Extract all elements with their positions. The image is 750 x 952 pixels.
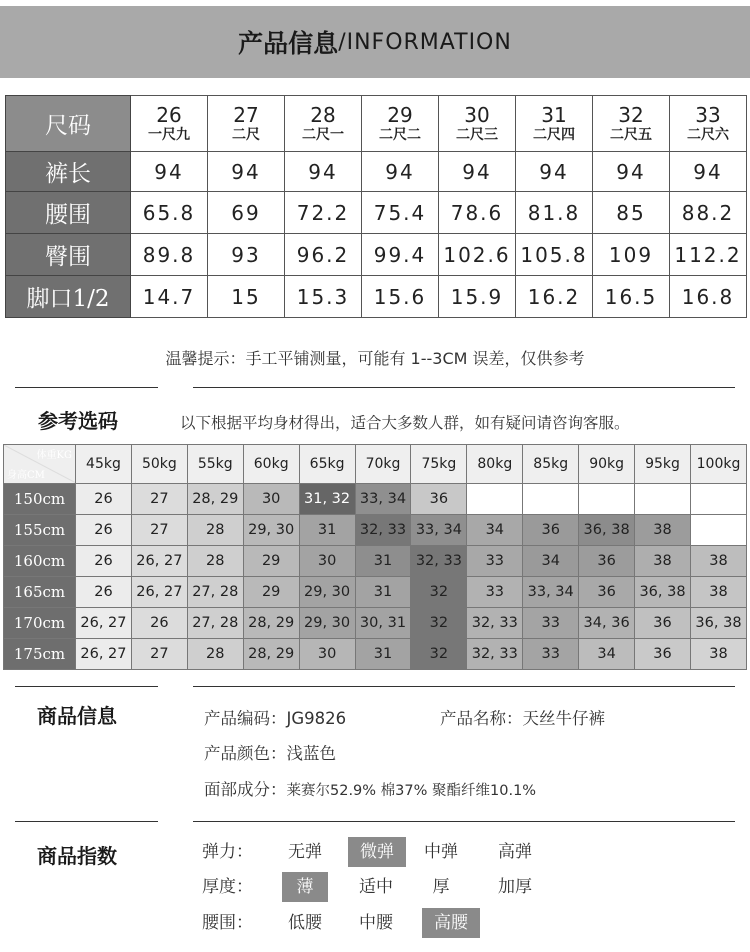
size-header-cell — [670, 96, 747, 152]
recommended-size-cell: 31 — [355, 639, 411, 670]
product-color — [204, 740, 336, 764]
recommended-size-cell: 29, 30 — [299, 577, 355, 608]
divider — [193, 821, 735, 822]
recommended-size-cell — [635, 484, 691, 515]
recommended-size-cell: 33 — [467, 546, 523, 577]
product-name-label: 产品名称： — [440, 709, 523, 728]
product-code-label: 产品编码： — [204, 709, 287, 728]
recommended-size-cell — [467, 484, 523, 515]
size-cell: 94 — [439, 152, 516, 192]
recommended-size-cell: 28 — [187, 515, 243, 546]
size-cell: 65.8 — [131, 192, 208, 234]
recommended-size-cell: 26, 27 — [131, 577, 187, 608]
size-cell: 14.7 — [131, 276, 208, 318]
recommended-size-cell: 34, 36 — [579, 608, 635, 639]
weight-header-cell: 80kg — [467, 445, 523, 484]
product-fabric — [204, 776, 536, 800]
size-header-cell — [439, 96, 516, 152]
recommended-size-cell: 36 — [579, 546, 635, 577]
product-fabric-label: 面部成分： — [204, 780, 287, 799]
divider — [193, 686, 735, 687]
recommended-size-cell: 30, 31 — [355, 608, 411, 639]
recommended-size-cell: 32 — [411, 639, 467, 670]
recommended-size-cell: 36, 38 — [635, 577, 691, 608]
recommended-size-cell: 27, 28 — [187, 577, 243, 608]
size-header-cell — [285, 96, 362, 152]
recommended-size-cell: 36 — [635, 639, 691, 670]
size-header-row — [6, 96, 747, 152]
size-number: 30 — [464, 102, 490, 127]
height-label: 160cm — [4, 546, 76, 577]
index-option: 加厚 — [498, 877, 532, 897]
weight-header-cell: 55kg — [187, 445, 243, 484]
recommended-size-cell: 36, 38 — [579, 515, 635, 546]
index-option: 厚 — [432, 877, 450, 897]
size-header-cell — [362, 96, 439, 152]
size-cell: 112.2 — [670, 234, 747, 276]
weight-header-cell: 100kg — [690, 445, 746, 484]
size-table — [5, 95, 747, 318]
recommended-size-cell: 28, 29 — [243, 639, 299, 670]
size-cell: 89.8 — [131, 234, 208, 276]
recommended-size-cell: 26, 27 — [76, 608, 132, 639]
recommended-size-cell: 38 — [690, 577, 746, 608]
recommended-size-cell: 26 — [76, 577, 132, 608]
size-cell: 81.8 — [516, 192, 593, 234]
size-cell: 15 — [208, 276, 285, 318]
product-name-value: 天丝牛仔裤 — [522, 709, 605, 728]
reference-size-table — [3, 444, 747, 670]
divider — [15, 387, 158, 388]
size-chinese: 二尺一 — [302, 126, 344, 143]
size-chinese: 一尺九 — [148, 126, 190, 143]
size-cell: 94 — [516, 152, 593, 192]
recommended-size-cell: 33 — [523, 608, 579, 639]
size-cell: 16.5 — [593, 276, 670, 318]
header-title-cn: 产品信息 — [238, 29, 339, 58]
corner-height-label: 身高CM — [7, 470, 45, 481]
size-number: 27 — [233, 102, 259, 127]
product-color-label: 产品颜色： — [204, 744, 287, 763]
recommended-size-cell: 38 — [690, 639, 746, 670]
product-index-title: 商品指数 — [37, 844, 117, 868]
size-chinese: 二尺五 — [610, 126, 652, 143]
size-cell: 94 — [362, 152, 439, 192]
size-header-label: 尺码 — [6, 96, 131, 152]
recommended-size-cell: 34 — [579, 639, 635, 670]
recommended-size-cell: 38 — [690, 546, 746, 577]
recommended-size-cell — [690, 484, 746, 515]
product-color-value: 浅蓝色 — [286, 744, 336, 763]
recommended-size-cell: 32, 33 — [411, 546, 467, 577]
recommended-size-cell: 36, 38 — [690, 608, 746, 639]
recommended-size-cell — [523, 484, 579, 515]
size-cell: 72.2 — [285, 192, 362, 234]
weight-header-row — [4, 445, 747, 484]
reference-description: 以下根据平均身材得出，适合大多数人群，如有疑问请咨询客服。 — [180, 414, 630, 432]
size-chinese: 二尺二 — [379, 126, 421, 143]
recommended-size-cell: 26 — [76, 484, 132, 515]
corner-cell — [4, 445, 76, 484]
divider — [193, 387, 735, 388]
recommended-size-cell: 34 — [467, 515, 523, 546]
height-label: 150cm — [4, 484, 76, 515]
recommended-size-cell: 26, 27 — [131, 546, 187, 577]
recommended-size-cell: 32 — [411, 608, 467, 639]
size-number: 32 — [618, 102, 644, 127]
recommended-size-cell: 29, 30 — [299, 608, 355, 639]
height-label: 165cm — [4, 577, 76, 608]
recommended-size-cell: 33, 34 — [411, 515, 467, 546]
height-label: 170cm — [4, 608, 76, 639]
index-option: 高腰 — [422, 908, 480, 938]
size-cell: 15.3 — [285, 276, 362, 318]
recommended-size-cell: 26 — [76, 546, 132, 577]
product-code-value: JG9826 — [286, 709, 347, 728]
recommended-size-cell: 27 — [131, 639, 187, 670]
index-option: 低腰 — [288, 913, 322, 933]
size-cell: 69 — [208, 192, 285, 234]
index-option: 微弹 — [348, 837, 406, 867]
size-number: 28 — [310, 102, 336, 127]
recommended-size-cell: 31 — [355, 577, 411, 608]
recommended-size-cell: 33 — [523, 639, 579, 670]
size-cell: 99.4 — [362, 234, 439, 276]
height-row — [4, 515, 747, 546]
size-chinese: 二尺六 — [687, 126, 729, 143]
measurement-tip: 温馨提示：手工平铺测量，可能有 1--3CM 误差，仅供参考 — [165, 349, 585, 368]
recommended-size-cell: 32, 33 — [467, 608, 523, 639]
size-header-cell — [131, 96, 208, 152]
weight-header-cell: 90kg — [579, 445, 635, 484]
recommended-size-cell: 28 — [187, 639, 243, 670]
size-header-cell — [516, 96, 593, 152]
recommended-size-cell: 27 — [131, 484, 187, 515]
index-option: 中腰 — [359, 913, 393, 933]
size-row-label: 臀围 — [6, 234, 131, 276]
recommended-size-cell: 38 — [635, 515, 691, 546]
index-option: 高弹 — [498, 842, 532, 862]
recommended-size-cell — [690, 515, 746, 546]
size-header-cell — [208, 96, 285, 152]
size-row — [6, 152, 747, 192]
recommended-size-cell: 27, 28 — [187, 608, 243, 639]
size-chinese: 二尺三 — [456, 126, 498, 143]
recommended-size-cell: 36 — [523, 515, 579, 546]
recommended-size-cell: 33, 34 — [523, 577, 579, 608]
size-number: 29 — [387, 102, 413, 127]
header-banner — [0, 6, 750, 78]
size-number: 33 — [695, 102, 721, 127]
size-row — [6, 234, 747, 276]
size-row-label: 腰围 — [6, 192, 131, 234]
weight-header-cell: 65kg — [299, 445, 355, 484]
size-row — [6, 276, 747, 318]
weight-header-cell: 45kg — [76, 445, 132, 484]
recommended-size-cell: 38 — [635, 546, 691, 577]
recommended-size-cell: 31 — [355, 546, 411, 577]
recommended-size-cell: 28 — [187, 546, 243, 577]
recommended-size-cell: 26, 27 — [76, 639, 132, 670]
recommended-size-cell: 29 — [243, 546, 299, 577]
product-code — [204, 705, 346, 729]
product-fabric-value: 莱赛尔52.9% 棉37% 聚酯纤维10.1% — [286, 783, 537, 799]
recommended-size-cell: 31, 32 — [299, 484, 355, 515]
size-cell: 16.2 — [516, 276, 593, 318]
size-cell: 94 — [285, 152, 362, 192]
size-cell: 93 — [208, 234, 285, 276]
recommended-size-cell: 32 — [411, 577, 467, 608]
size-row — [6, 192, 747, 234]
corner-weight-label: 体重KG — [36, 450, 72, 461]
product-name — [440, 705, 605, 729]
height-row — [4, 577, 747, 608]
weight-header-cell: 95kg — [635, 445, 691, 484]
size-cell: 94 — [131, 152, 208, 192]
index-option: 适中 — [359, 877, 393, 897]
size-cell: 94 — [593, 152, 670, 192]
size-number: 26 — [156, 102, 182, 127]
size-cell: 102.6 — [439, 234, 516, 276]
index-label: 弹力： — [202, 842, 253, 862]
recommended-size-cell: 26 — [76, 515, 132, 546]
weight-header-cell: 75kg — [411, 445, 467, 484]
size-header-cell — [593, 96, 670, 152]
size-number: 31 — [541, 102, 567, 127]
recommended-size-cell: 26 — [131, 608, 187, 639]
recommended-size-cell: 36 — [411, 484, 467, 515]
index-option: 无弹 — [288, 842, 322, 862]
size-cell: 15.6 — [362, 276, 439, 318]
recommended-size-cell: 29, 30 — [243, 515, 299, 546]
index-label: 腰围： — [202, 913, 253, 933]
size-cell: 105.8 — [516, 234, 593, 276]
recommended-size-cell: 27 — [131, 515, 187, 546]
recommended-size-cell: 32, 33 — [355, 515, 411, 546]
recommended-size-cell: 31 — [299, 515, 355, 546]
recommended-size-cell: 29 — [243, 577, 299, 608]
weight-header-cell: 85kg — [523, 445, 579, 484]
index-option: 薄 — [282, 872, 328, 902]
size-cell: 88.2 — [670, 192, 747, 234]
size-cell: 78.6 — [439, 192, 516, 234]
recommended-size-cell: 30 — [243, 484, 299, 515]
recommended-size-cell: 36 — [635, 608, 691, 639]
divider — [15, 821, 158, 822]
product-info-title: 商品信息 — [37, 704, 117, 728]
weight-header-cell: 70kg — [355, 445, 411, 484]
size-cell: 94 — [670, 152, 747, 192]
size-cell: 96.2 — [285, 234, 362, 276]
index-label: 厚度： — [202, 877, 253, 897]
recommended-size-cell: 28, 29 — [243, 608, 299, 639]
weight-header-cell: 60kg — [243, 445, 299, 484]
recommended-size-cell: 30 — [299, 639, 355, 670]
recommended-size-cell: 28, 29 — [187, 484, 243, 515]
size-row-label: 脚口1/2 — [6, 276, 131, 318]
recommended-size-cell: 32, 33 — [467, 639, 523, 670]
height-row — [4, 639, 747, 670]
size-cell: 94 — [208, 152, 285, 192]
size-cell: 109 — [593, 234, 670, 276]
size-chinese: 二尺四 — [533, 126, 575, 143]
recommended-size-cell: 33 — [467, 577, 523, 608]
recommended-size-cell — [579, 484, 635, 515]
recommended-size-cell: 30 — [299, 546, 355, 577]
index-option: 中弹 — [424, 842, 458, 862]
recommended-size-cell: 36 — [579, 577, 635, 608]
height-label: 175cm — [4, 639, 76, 670]
divider — [15, 686, 158, 687]
weight-header-cell: 50kg — [131, 445, 187, 484]
height-row — [4, 484, 747, 515]
size-cell: 15.9 — [439, 276, 516, 318]
size-chinese: 二尺 — [232, 126, 260, 143]
recommended-size-cell: 33, 34 — [355, 484, 411, 515]
recommended-size-cell: 34 — [523, 546, 579, 577]
height-label: 155cm — [4, 515, 76, 546]
height-row — [4, 608, 747, 639]
height-row — [4, 546, 747, 577]
size-row-label: 裤长 — [6, 152, 131, 192]
size-cell: 75.4 — [362, 192, 439, 234]
size-cell: 85 — [593, 192, 670, 234]
size-cell: 16.8 — [670, 276, 747, 318]
reference-title: 参考选码 — [38, 409, 118, 433]
header-title-en: /INFORMATION — [338, 29, 512, 55]
